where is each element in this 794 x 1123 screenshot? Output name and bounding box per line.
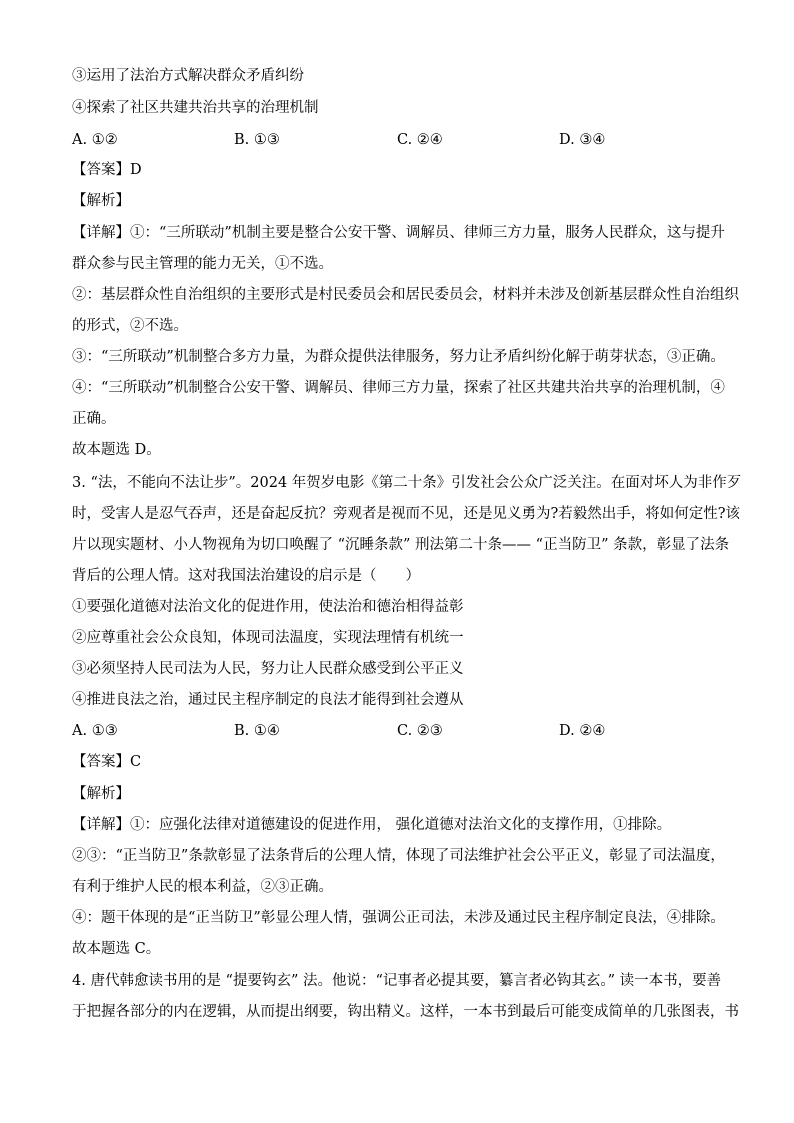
q2-answer: 【答案】D <box>72 162 142 178</box>
q3-stem-line: 片以现实题材、小人物视角为切口唤醒了 “沉睡条款” 刑法第二十条—— “正当防卫” 条款，彰显了法条 <box>72 537 730 553</box>
q3-stem-line: 时，受害人是忍气吞声，还是奋起反抗？旁观者是视而不见，还是见义勇为?若毅然出手，将如何定性?该 <box>72 506 741 522</box>
statement-3: ③运用了法治方式解决群众矛盾纠纷 <box>72 68 304 84</box>
q3-statement-4: ④推进良法之治，通过民主程序制定的良法才能得到社会遵从 <box>72 692 464 708</box>
q3-analysis-heading: 【解析】 <box>72 786 130 802</box>
q3-detail-line: 【详解】①：应强化法律对道德建设的促进作用， 强化道德对法治文化的支撑作用，①排除。 <box>72 817 672 833</box>
q3-stem-line: 3. “法，不能向不法让步”。2024 年贺岁电影《第二十条》引发社会公众广泛关注。在面对坏人为非作歹 <box>72 475 742 491</box>
q3-stem-line: 背后的公理人情。这对我国法治建设的启示是（ ） <box>72 568 420 584</box>
q2-detail-line: 群众参与民主管理的能力无关，①不选。 <box>72 256 333 272</box>
q2-detail-line: ②：基层群众性自治组织的主要形式是村民委员会和居民委员会，材料并未涉及创新基层群众性自治组织 <box>72 287 739 303</box>
option-b: B. ①④ <box>234 723 280 739</box>
option-c: C. ②③ <box>397 723 443 739</box>
q2-detail-line: ④：“三所联动”机制整合公安干警、调解员、律师三方力量，探索了社区共建共治共享的治理机制，④ <box>72 380 725 396</box>
q3-detail-line: 有利于维护人民的根本利益，②③正确。 <box>72 879 333 895</box>
q4-stem-line: 4. 唐代韩愈读书用的是 “提要钩玄” 法。他说：“记事者必提其要，纂言者必钩其玄。” 读一本书，要善 <box>72 973 722 989</box>
option-d: D. ②④ <box>559 723 606 739</box>
q2-detail-line: 的形式，②不选。 <box>72 318 188 334</box>
option-a: A. ①② <box>72 132 118 148</box>
option-d: D. ③④ <box>559 132 606 148</box>
q3-conclusion: 故本题选 C。 <box>72 941 161 957</box>
q3-detail-line: ④：题干体现的是“正当防卫”彰显公理人情，强调公正司法，未涉及通过民主程序制定良法，④排除。 <box>72 910 725 926</box>
q2-detail-line: 【详解】①：“三所联动”机制主要是整合公安干警、调解员、律师三方力量，服务人民群众，这与提升 <box>72 225 725 241</box>
option-b: B. ①③ <box>234 132 280 148</box>
q3-statement-2: ②应尊重社会公众良知，体现司法温度，实现法理情有机统一 <box>72 630 464 646</box>
option-a: A. ①③ <box>72 723 118 739</box>
q3-statement-3: ③必须坚持人民司法为人民，努力让人民群众感受到公平正义 <box>72 661 464 677</box>
q3-statement-1: ①要强化道德对法治文化的促进作用，使法治和德治相得益彰 <box>72 599 464 615</box>
option-c: C. ②④ <box>397 132 443 148</box>
q2-analysis-heading: 【解析】 <box>72 193 130 209</box>
q2-detail-line: 正确。 <box>72 411 116 427</box>
q3-answer: 【答案】C <box>72 754 142 770</box>
q2-conclusion: 故本题选 D。 <box>72 442 161 458</box>
q3-detail-line: ②③：“正当防卫”条款彰显了法条背后的公理人情，体现了司法维护社会公平正义，彰显了司法温度， <box>72 848 725 864</box>
statement-4: ④探索了社区共建共治共享的治理机制 <box>72 100 319 116</box>
q4-stem-line: 于把握各部分的内在逻辑，从而提出纲要，钩出精义。这样，一本书到最后可能变成简单的几张图表，书 <box>72 1004 739 1020</box>
q2-detail-line: ③：“三所联动”机制整合多方力量，为群众提供法律服务，努力让矛盾纠纷化解于萌芽状态，③正确。 <box>72 349 725 365</box>
